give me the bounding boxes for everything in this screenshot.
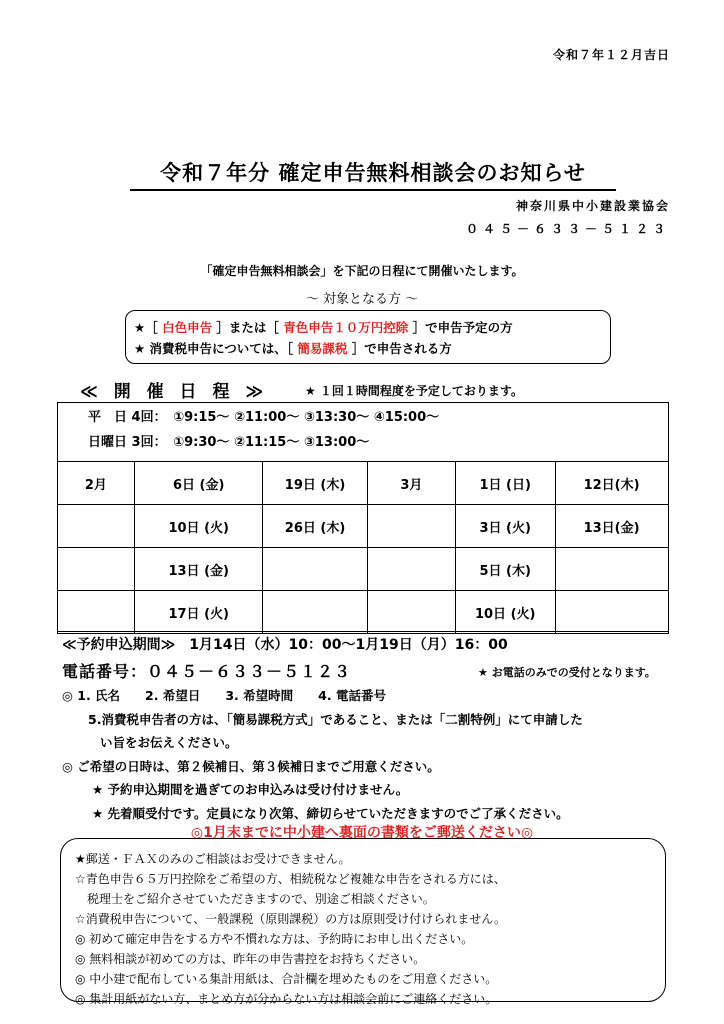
note-item: ◎ 初めて確定申告をする方や不慣れな方は、予約時にお申し出ください。 xyxy=(75,932,474,946)
weekday-times: 平 日 4回： ①9:15～ ②11:00～ ③13:30～ ④15:00～ xyxy=(88,410,440,425)
table-cell: 17日 (火) xyxy=(135,591,263,634)
text: ］または［ xyxy=(212,320,284,335)
table-cell: 3月 xyxy=(367,462,455,505)
highlight: 白色申告 xyxy=(162,320,213,335)
table-cell: 19日 (木) xyxy=(263,462,368,505)
table-cell: 5日 (木) xyxy=(455,548,555,591)
note-deadline: ★ 予約申込期間を過ぎてのお申込みは受け付けません。 xyxy=(92,782,409,797)
table-cell: 26日 (木) xyxy=(263,505,368,548)
target-box xyxy=(125,310,611,364)
mail-notice: ◎1月末までに中小建へ裏面の書類をご郵送ください◎ xyxy=(190,825,534,841)
table-cell xyxy=(367,548,455,591)
candidate-dates: ◎ ご希望の日時は、第２候補日、第３候補日までご用意ください。 xyxy=(62,759,440,774)
target-line-1 xyxy=(134,317,602,338)
schedule-table xyxy=(57,402,669,632)
note-item: ◎ 中小建で配布している集計用紙は、合計欄を埋めたものをご用意ください。 xyxy=(75,972,498,986)
table-row xyxy=(57,462,668,505)
table-cell: 12日(木) xyxy=(555,462,668,505)
table-cell xyxy=(263,591,368,634)
table-cell: 13日 (金) xyxy=(135,548,263,591)
target-heading: ～ 対象となる方 ～ xyxy=(305,292,419,307)
table-row xyxy=(57,548,668,591)
page-title: 令和７年分 確定申告無料相談会のお知らせ xyxy=(130,157,616,191)
note-item: ★郵送・ＦＡＸのみのご相談はお受けできません。 xyxy=(75,852,351,866)
table-cell xyxy=(555,548,668,591)
highlight: 青色申告１０万円控除 xyxy=(283,320,409,335)
organization-name: 神奈川県中小建設業協会 xyxy=(515,199,670,213)
table-cell xyxy=(367,591,455,634)
organization-tel: ０４５－６３３－５１２３ xyxy=(465,222,670,236)
date-grid xyxy=(57,461,669,634)
table-cell xyxy=(57,505,135,548)
note-item: 税理士をご紹介させていただきますので、別途ご相談ください。 xyxy=(75,892,435,906)
table-cell xyxy=(367,505,455,548)
text: ★ 消費税申告については、［ xyxy=(134,341,298,356)
intro-text: 「確定申告無料相談会」を下記の日程にて開催いたします。 xyxy=(200,264,524,278)
notes-box xyxy=(60,838,666,1006)
note-item: ☆消費税申告について、一般課税（原則課税）の方は原則受け付けられません。 xyxy=(75,912,507,926)
tel-note: ★ お電話のみでの受付となります。 xyxy=(478,666,656,679)
table-cell: 13日(金) xyxy=(555,505,668,548)
required-items: ◎ 1. 氏名 2. 希望日 3. 希望時間 4. 電話番号 xyxy=(62,688,386,703)
table-cell xyxy=(57,591,135,634)
target-line-2 xyxy=(134,338,602,359)
table-cell xyxy=(263,548,368,591)
text: ★［ xyxy=(134,320,163,335)
table-cell: 10日 (火) xyxy=(455,591,555,634)
note-item: ◎ 無料相談が初めての方は、昨年の申告書控をお持ちください。 xyxy=(75,952,426,966)
schedule-note: ★ １回１時間程度を予定しております。 xyxy=(305,384,523,398)
text: ］で申告される方 xyxy=(347,341,452,356)
required-item-5-cont: い旨をお伝えください。 xyxy=(100,735,238,750)
table-cell: 1日 (日) xyxy=(455,462,555,505)
text: ］で申告予定の方 xyxy=(408,320,513,335)
table-row xyxy=(57,505,668,548)
schedule-heading: ≪ 開 催 日 程 ≫ xyxy=(80,382,269,402)
table-cell xyxy=(57,548,135,591)
sunday-times: 日曜日 3回： ①9:30～ ②11:15～ ③13:00～ xyxy=(88,435,370,450)
issue-date: 令和７年１２月吉日 xyxy=(552,48,670,62)
table-cell xyxy=(555,591,668,634)
note-first-come: ★ 先着順受付です。定員になり次第、締切らせていただきますのでご了承ください。 xyxy=(92,806,569,821)
required-item-5: 5.消費税申告者の方は、「簡易課税方式」であること、または「二割特例」にて申請した xyxy=(88,712,583,727)
reservation-period: ≪予約申込期間≫ 1月14日（水）10：00～1月19日（月）16：00 xyxy=(62,637,508,653)
table-cell: 3日 (火) xyxy=(455,505,555,548)
table-row xyxy=(57,591,668,634)
table-cell: 6日 (金) xyxy=(135,462,263,505)
note-item: ☆青色申告６５万円控除をご希望の方、相続税など複雑な申告をされる方には、 xyxy=(75,872,506,886)
note-item: ◎ 集計用紙がない方、まとめ方が分からない方は相談会前にご連絡ください。 xyxy=(75,992,498,1006)
table-cell: 10日 (火) xyxy=(135,505,263,548)
highlight: 簡易課税 xyxy=(297,341,348,356)
table-cell: 2月 xyxy=(57,462,135,505)
reservation-tel: 電話番号：０４５－６３３－５１２３ xyxy=(62,662,352,681)
